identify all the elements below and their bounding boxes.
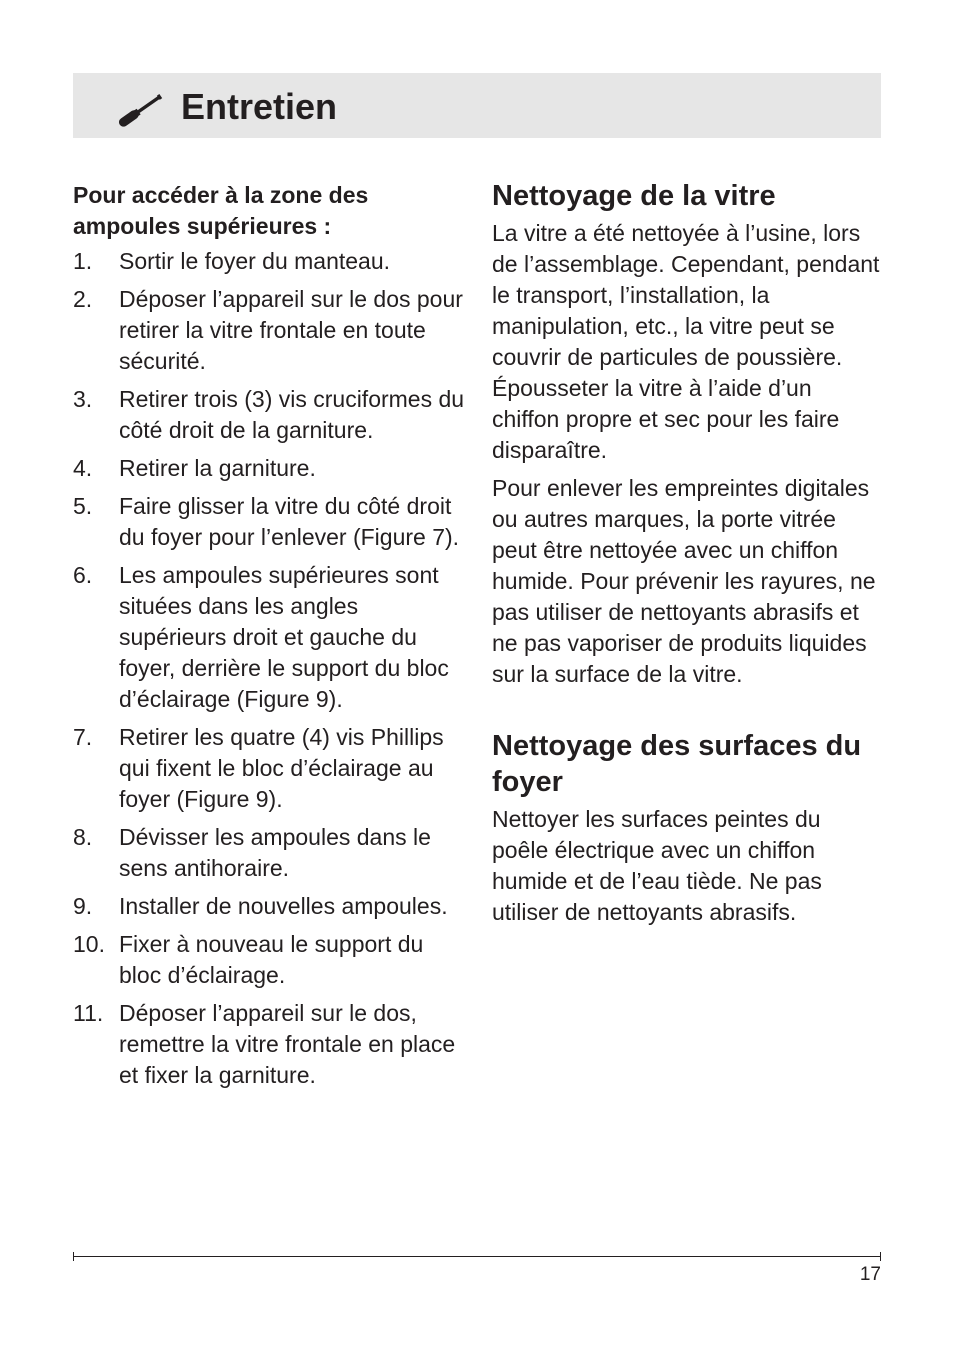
step-text: Retirer la garniture. <box>119 455 316 481</box>
step-number: 10. <box>73 931 105 957</box>
page-title: Entretien <box>181 86 338 127</box>
step-number: 4. <box>73 455 93 481</box>
list-item <box>73 246 465 277</box>
section-title-glass-cleaning: Nettoyage de la vitre <box>492 180 776 212</box>
step-text: Retirer les quatre (4) vis Phillips qui fixent le bloc d’éclairage au foyer (Figure 9). <box>119 724 444 812</box>
paragraph: Pour enlever les empreintes digitales ou autres marques, la porte vitrée peut être nettoyée avec un chiffon humide. Pour prévenir les rayures, ne pas utiliser de nettoyants abrasifs et ne pas vaporiser de produits liquides sur la surface de la vitre. <box>492 475 876 687</box>
screwdriver-icon <box>113 87 167 133</box>
footer-rule-tick <box>880 1252 881 1261</box>
left-column <box>73 180 465 1098</box>
step-text: Les ampoules supérieures sont situées dans les angles supérieurs droit et gauche du foyer, derrière le support du bloc d’éclairage (Figure 9). <box>119 562 449 712</box>
paragraph: La vitre a été nettoyée à l’usine, lors de l’assemblage. Cependant, pendant le transport, l’installation, la manipulation, etc., la vitre peut se couvrir de particules de poussière. Épousseter la vitre à l’aide d’un chiffon propre et sec pour les faire disparaître. <box>492 220 880 463</box>
step-number: 5. <box>73 493 93 519</box>
footer-rule <box>73 1256 881 1257</box>
list-item <box>73 284 465 377</box>
step-number: 3. <box>73 386 93 412</box>
paragraph: Nettoyer les surfaces peintes du poêle électrique avec un chiffon humide et de l’eau tiède. Ne pas utiliser de nettoyants abrasifs. <box>492 806 822 925</box>
list-item <box>73 722 465 815</box>
steps-intro: Pour accéder à la zone des ampoules supérieures : <box>73 182 369 239</box>
list-item <box>73 929 465 991</box>
step-text: Installer de nouvelles ampoules. <box>119 893 448 919</box>
step-text: Retirer trois (3) vis cruciformes du côté droit de la garniture. <box>119 386 465 443</box>
steps-list <box>73 246 465 1091</box>
step-text: Fixer à nouveau le support du bloc d’éclairage. <box>119 931 424 988</box>
step-text: Dévisser les ampoules dans le sens antihoraire. <box>119 824 431 881</box>
list-item <box>73 891 465 922</box>
section-header <box>73 73 881 138</box>
list-item <box>73 822 465 884</box>
step-text: Déposer l’appareil sur le dos pour retirer la vitre frontale en toute sécurité. <box>119 286 463 374</box>
step-number: 7. <box>73 724 93 750</box>
step-number: 6. <box>73 562 93 588</box>
step-number: 9. <box>73 893 93 919</box>
section-title-surface-cleaning: Nettoyage des surfaces du foyer <box>492 730 862 798</box>
step-number: 8. <box>73 824 93 850</box>
step-number: 2. <box>73 286 93 312</box>
list-item <box>73 560 465 715</box>
list-item <box>73 453 465 484</box>
list-item <box>73 384 465 446</box>
list-item <box>73 491 465 553</box>
right-column <box>492 178 882 935</box>
list-item <box>73 998 465 1091</box>
step-text: Déposer l’appareil sur le dos, remettre la vitre frontale en place et fixer la garniture. <box>119 1000 456 1088</box>
section-surfaces <box>492 728 882 928</box>
step-number: 11. <box>73 1000 104 1026</box>
step-text: Sortir le foyer du manteau. <box>119 248 391 274</box>
step-text: Faire glisser la vitre du côté droit du foyer pour l’enlever (Figure 7). <box>119 493 460 550</box>
page-number: 17 <box>859 1264 881 1285</box>
footer-rule-tick <box>73 1252 74 1261</box>
step-number: 1. <box>73 248 93 274</box>
